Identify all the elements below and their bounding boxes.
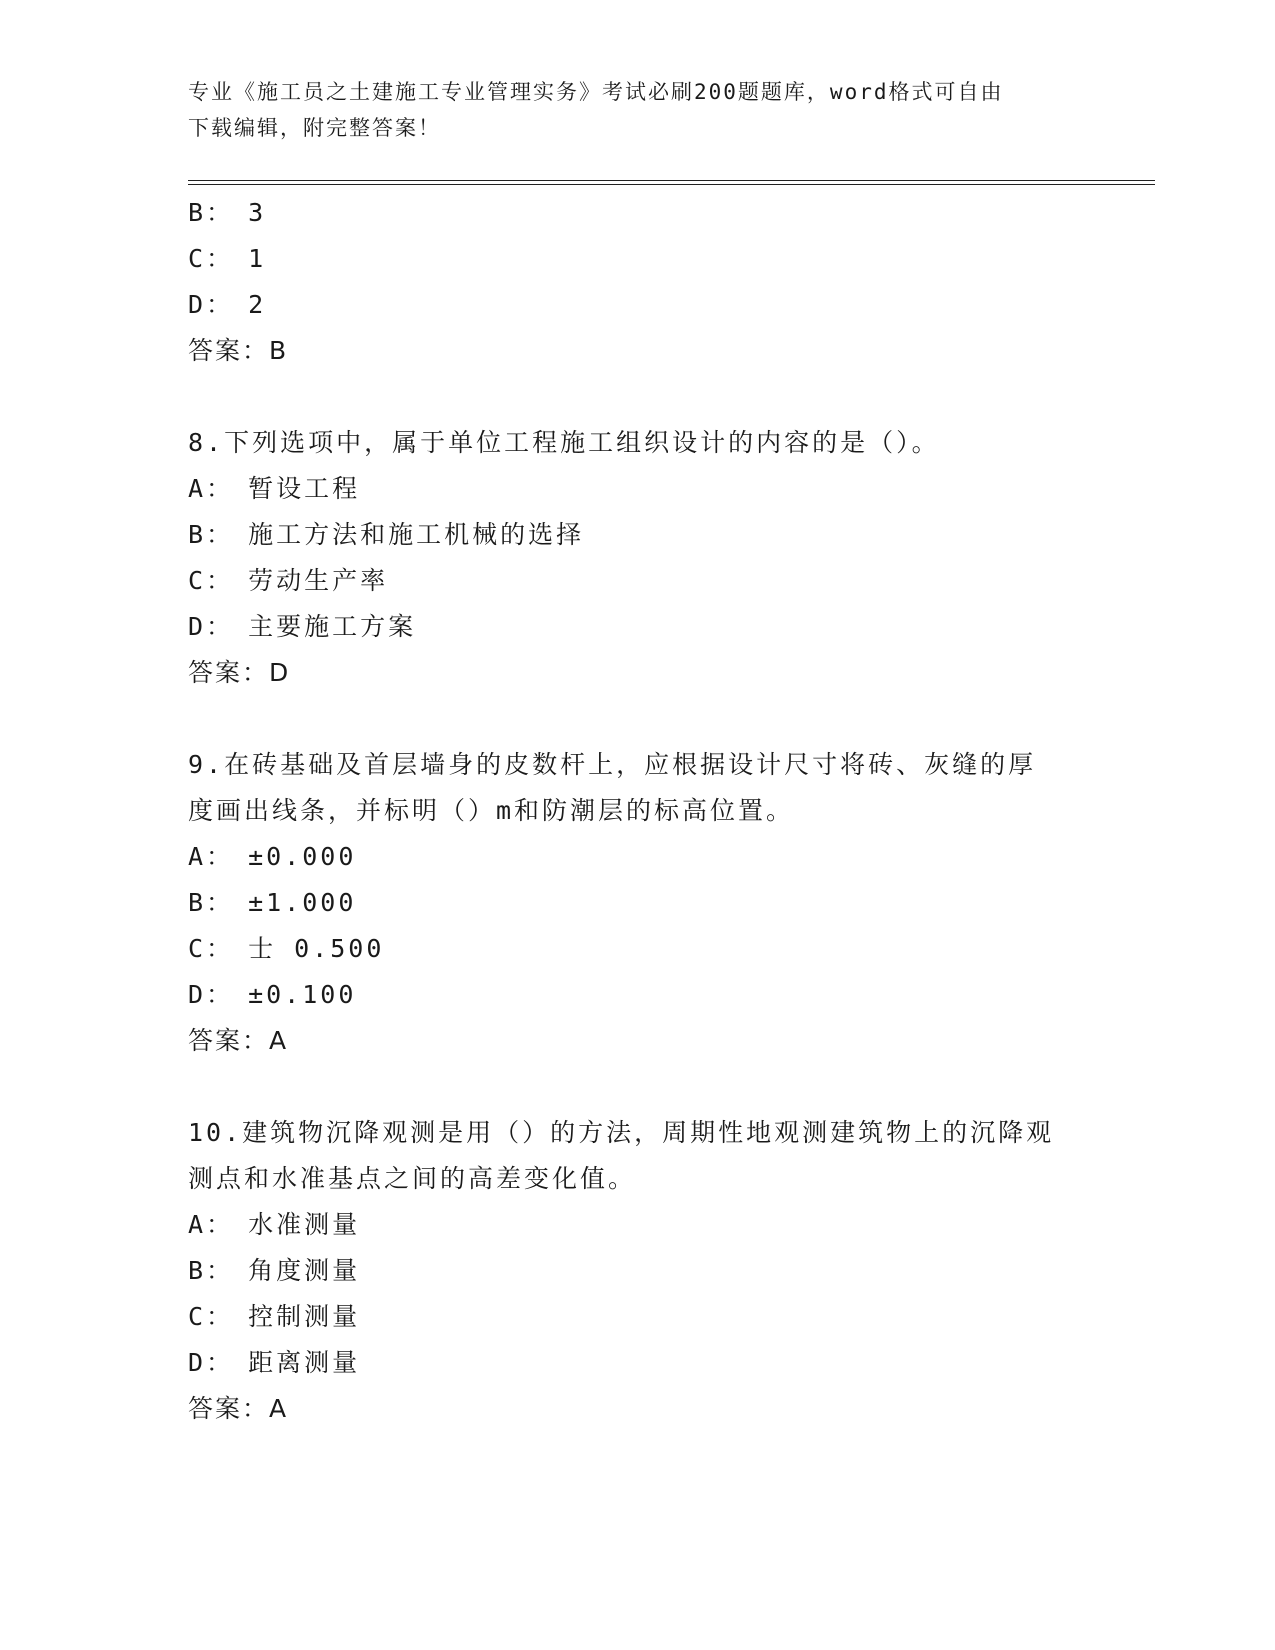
option-letter: A： bbox=[188, 474, 235, 503]
option-letter: D： bbox=[188, 290, 235, 319]
option-letter: A： bbox=[188, 1210, 235, 1239]
option-text: 1 bbox=[248, 244, 267, 273]
option-text: 施工方法和施工机械的选择 bbox=[248, 520, 585, 549]
option-b bbox=[188, 1248, 1088, 1294]
spacer bbox=[188, 1064, 1088, 1110]
option-a bbox=[188, 466, 1088, 512]
question-list bbox=[188, 190, 1088, 1432]
question-stem: 8.下列选项中，属于单位工程施工组织设计的内容的是（）。 bbox=[188, 428, 940, 457]
option-letter: B： bbox=[188, 1256, 235, 1285]
header-title-line-2: 下载编辑，附完整答案！ bbox=[188, 116, 441, 140]
option-text: 主要施工方案 bbox=[248, 612, 417, 641]
option-letter: C： bbox=[188, 566, 235, 595]
header-divider-bottom bbox=[188, 184, 1155, 185]
option-letter: D： bbox=[188, 612, 235, 641]
question-stem-line-2: 测点和水准基点之间的高差变化值。 bbox=[188, 1164, 637, 1193]
option-letter: C： bbox=[188, 1302, 235, 1331]
option-a bbox=[188, 834, 1088, 880]
option-text: 距离测量 bbox=[248, 1348, 361, 1377]
option-text: 角度测量 bbox=[248, 1256, 361, 1285]
option-letter: B： bbox=[188, 888, 235, 917]
answer-line: 答案：A bbox=[188, 1026, 289, 1055]
option-text: 暂设工程 bbox=[248, 474, 361, 503]
option-letter: D： bbox=[188, 1348, 235, 1377]
answer-line: 答案：B bbox=[188, 336, 289, 365]
option-text: 控制测量 bbox=[248, 1302, 361, 1331]
option-d bbox=[188, 282, 1088, 328]
option-d bbox=[188, 1340, 1088, 1386]
spacer bbox=[188, 696, 1088, 742]
question-stem-line-1: 9.在砖基础及首层墙身的皮数杆上，应根据设计尺寸将砖、灰缝的厚 bbox=[188, 750, 1037, 779]
option-b bbox=[188, 880, 1088, 926]
answer-line: 答案：D bbox=[188, 658, 291, 687]
option-a bbox=[188, 1202, 1088, 1248]
option-text: ±1.000 bbox=[248, 888, 357, 917]
option-text: ±0.100 bbox=[248, 980, 357, 1009]
option-letter: B： bbox=[188, 198, 235, 227]
option-letter: C： bbox=[188, 934, 235, 963]
page-header bbox=[188, 74, 1088, 146]
question-stem-line-1: 10.建筑物沉降观测是用（）的方法，周期性地观测建筑物上的沉降观 bbox=[188, 1118, 1055, 1147]
question-block-previous bbox=[188, 190, 1088, 374]
question-block-9 bbox=[188, 742, 1088, 1064]
option-c bbox=[188, 236, 1088, 282]
option-c bbox=[188, 926, 1088, 972]
option-c bbox=[188, 558, 1088, 604]
option-text: 士 0.500 bbox=[248, 934, 385, 963]
option-text: 水准测量 bbox=[248, 1210, 361, 1239]
option-letter: A： bbox=[188, 842, 235, 871]
option-letter: C： bbox=[188, 244, 235, 273]
option-b bbox=[188, 512, 1088, 558]
answer-line: 答案：A bbox=[188, 1394, 289, 1423]
spacer bbox=[188, 374, 1088, 420]
question-block-10 bbox=[188, 1110, 1088, 1432]
option-d bbox=[188, 972, 1088, 1018]
option-text: 3 bbox=[248, 198, 267, 227]
option-letter: B： bbox=[188, 520, 235, 549]
question-block-8 bbox=[188, 420, 1088, 696]
option-d bbox=[188, 604, 1088, 650]
option-text: 劳动生产率 bbox=[248, 566, 389, 595]
header-divider-top bbox=[188, 180, 1155, 181]
option-c bbox=[188, 1294, 1088, 1340]
option-text: 2 bbox=[248, 290, 267, 319]
option-b bbox=[188, 190, 1088, 236]
header-title-line-1: 专业《施工员之土建施工专业管理实务》考试必刷200题题库，word格式可自由 bbox=[188, 80, 1004, 104]
question-stem-line-2: 度画出线条，并标明（）m和防潮层的标高位置。 bbox=[188, 796, 795, 825]
option-text: ±0.000 bbox=[248, 842, 357, 871]
option-letter: D： bbox=[188, 980, 235, 1009]
